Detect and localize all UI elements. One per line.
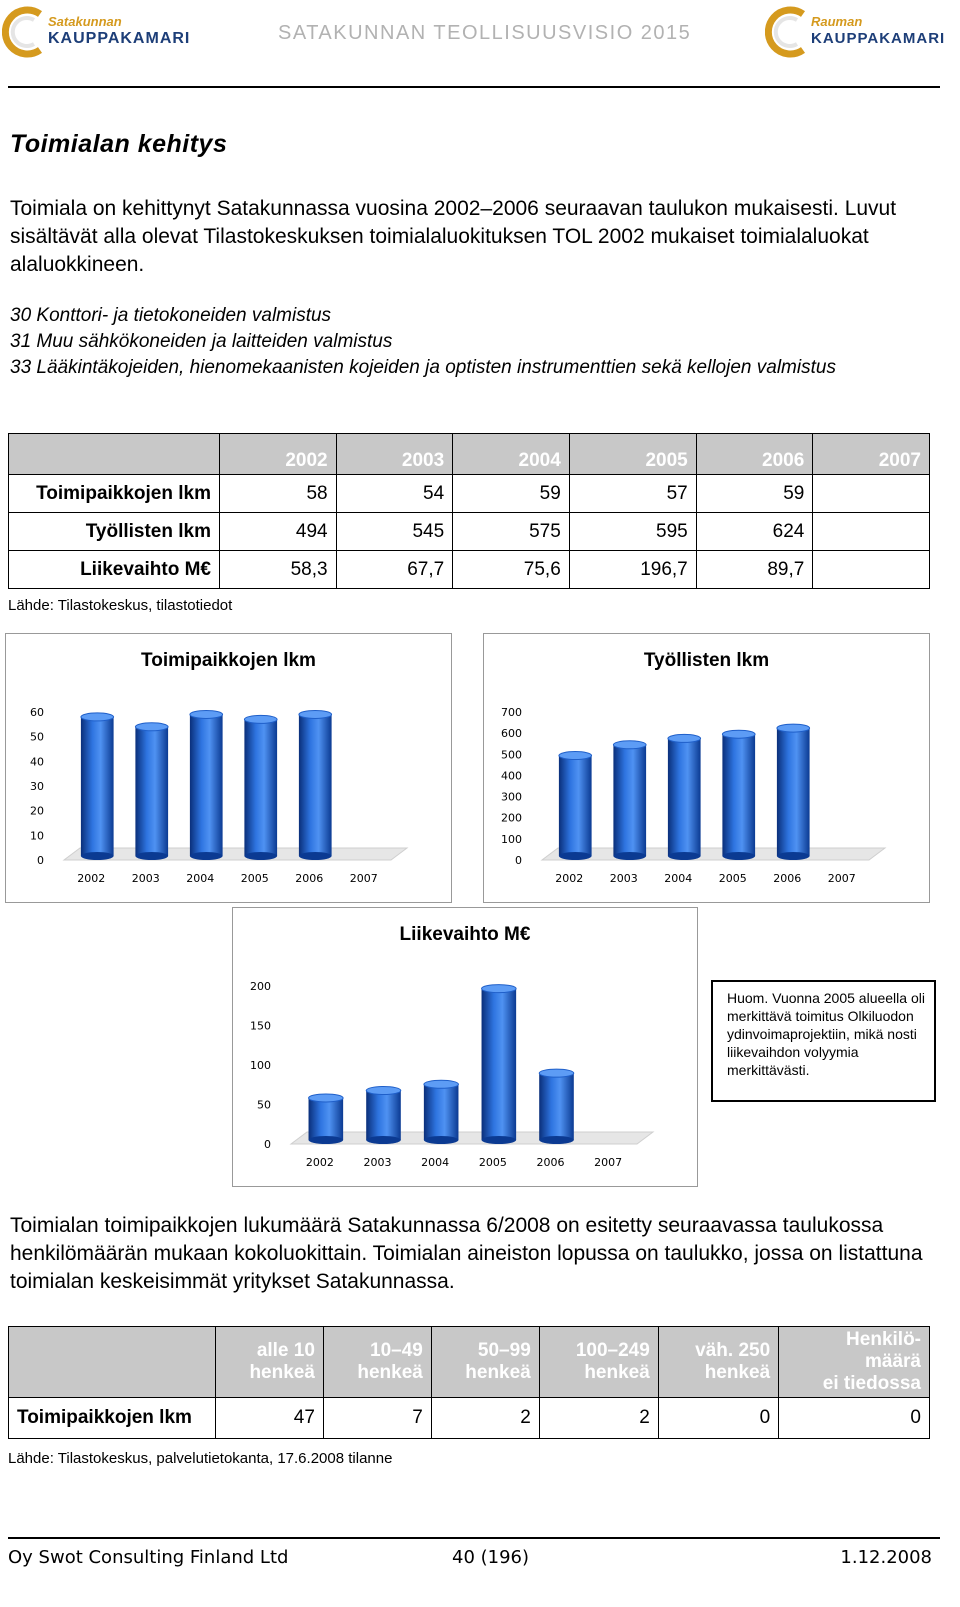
- chart-toimipaikat: [5, 633, 452, 903]
- table-cell: 7: [323, 1398, 431, 1439]
- header-line: määrä: [865, 1351, 921, 1372]
- header-line: ei tiedossa: [822, 1373, 921, 1394]
- bar: [244, 715, 277, 860]
- bar: [559, 752, 592, 860]
- industry-development-table: [8, 433, 930, 589]
- table-cell: 494: [220, 513, 337, 551]
- logo-line2: KAUPPAKAMARI: [48, 30, 191, 47]
- table1-source: Lähde: Tilastokeskus, tilastotiedot: [8, 597, 233, 614]
- bar-top: [722, 730, 755, 738]
- x-tick-label: 2007: [827, 872, 856, 885]
- table-cell: 59: [696, 475, 813, 513]
- x-tick-label: 2005: [478, 1156, 507, 1169]
- bar: [613, 741, 646, 860]
- bar-top: [668, 734, 701, 742]
- bar-body: [559, 756, 592, 856]
- row-label: Toimipaikkojen lkm: [9, 475, 220, 513]
- bar: [539, 1069, 574, 1144]
- bar-bottom: [244, 852, 277, 860]
- bar-bottom: [722, 852, 755, 860]
- x-tick-label: 2002: [77, 872, 106, 885]
- table-cell: 595: [569, 513, 696, 551]
- bar-body: [668, 738, 701, 856]
- bar-top: [244, 715, 277, 723]
- x-tick-label: 2004: [186, 872, 215, 885]
- x-tick-label: 2006: [536, 1156, 565, 1169]
- bar: [309, 1094, 344, 1144]
- header-line: henkeä: [584, 1362, 650, 1383]
- chart-svg: [6, 634, 451, 902]
- table-cell: 0: [779, 1398, 930, 1439]
- y-tick-label: 700: [501, 706, 522, 719]
- table-cell: 196,7: [569, 551, 696, 589]
- bar: [777, 724, 810, 860]
- size-header: [539, 1327, 658, 1398]
- y-tick-label: 20: [30, 804, 44, 818]
- header-line: Henkilö-: [846, 1329, 921, 1350]
- row-label: Liikevaihto M€: [9, 551, 220, 589]
- x-tick-label: 2003: [609, 872, 638, 885]
- y-tick-label: 150: [250, 1019, 271, 1033]
- table-cell: 58,3: [220, 551, 337, 589]
- table-cell: [813, 551, 930, 589]
- table-cell: 575: [453, 513, 570, 551]
- chart-title: Liikevaihto M€: [399, 924, 531, 945]
- header-line: 100–249: [575, 1340, 650, 1361]
- bar-top: [81, 713, 114, 721]
- table-cell: 624: [696, 513, 813, 551]
- year-header: 2005: [569, 434, 696, 475]
- header-line: henkeä: [704, 1362, 771, 1383]
- chart-tyolliset: [483, 633, 930, 903]
- table-cell: 0: [658, 1398, 778, 1439]
- table-cell: 2: [431, 1398, 539, 1439]
- x-tick-label: 2004: [664, 872, 693, 885]
- y-tick-label: 60: [30, 706, 44, 719]
- bar-bottom: [135, 852, 168, 860]
- logo-line1: Rauman: [811, 14, 863, 29]
- chart-svg: [233, 908, 697, 1186]
- table-cell: 75,6: [453, 551, 570, 589]
- y-tick-label: 200: [250, 980, 271, 993]
- bar-top: [366, 1087, 401, 1095]
- section-title: Toimialan kehitys: [10, 130, 228, 158]
- bar-bottom: [309, 1136, 344, 1144]
- header-line: 50–99: [477, 1340, 531, 1361]
- logo-line2: KAUPPAKAMARI: [811, 30, 946, 47]
- bar-top: [424, 1080, 459, 1088]
- bar-bottom: [613, 852, 646, 860]
- header-line: alle 10: [256, 1340, 315, 1361]
- x-tick-label: 2006: [773, 872, 802, 885]
- bar-top: [613, 741, 646, 749]
- table2-source: Lähde: Tilastokeskus, palvelutietokanta, 17.6.2008 tilanne: [8, 1450, 393, 1467]
- intro-paragraph: Toimiala on kehittynyt Satakunnassa vuosina 2002–2006 seuraavan taulukon mukaisesti. Luvut sisältävät alla olevat Tilastokeskuksen toimialaluokituksen TOL 2002 mukaiset toimialaluokat alaluokkineen.: [10, 197, 897, 276]
- header-line: henkeä: [249, 1362, 315, 1383]
- chart-floor: [291, 1132, 653, 1144]
- size-header: [431, 1327, 539, 1398]
- chart-floor: [64, 848, 407, 860]
- x-tick-label: 2002: [305, 1156, 334, 1169]
- industry-item: 31 Muu sähkökoneiden ja laitteiden valmistus: [10, 331, 393, 352]
- bar-body: [424, 1084, 459, 1140]
- table-cell: 54: [336, 475, 453, 513]
- table-cell: [813, 475, 930, 513]
- bar-top: [309, 1094, 344, 1102]
- y-tick-label: 200: [501, 811, 522, 825]
- x-tick-label: 2005: [718, 872, 747, 885]
- bar-top: [299, 710, 332, 718]
- bar-top: [190, 710, 223, 718]
- logo-line1: Satakunnan: [48, 14, 122, 29]
- footer-page: 40 (196): [452, 1547, 530, 1568]
- bar: [366, 1087, 401, 1144]
- y-tick-label: 30: [30, 780, 44, 793]
- y-tick-label: 0: [37, 854, 44, 867]
- bar-bottom: [559, 852, 592, 860]
- bar-bottom: [366, 1136, 401, 1144]
- size-header: [216, 1327, 324, 1398]
- x-tick-label: 2005: [240, 872, 269, 885]
- y-tick-label: 500: [501, 748, 522, 762]
- table-cell: 59: [453, 475, 570, 513]
- bar-body: [299, 714, 332, 856]
- satakunta-chamber-logo: [2, 4, 202, 60]
- bar: [135, 723, 168, 860]
- bar-body: [135, 727, 168, 856]
- size-class-paragraph: Toimialan toimipaikkojen lukumäärä Satakunnassa 6/2008 on esitetty seuraavassa taulukossa henkilömäärän mukaan kokoluokittain. Toimialan aineiston lopussa on taulukko, jossa on listattuna toimialan keskeisimmät yritykset Satakunnassa.: [10, 1214, 923, 1293]
- table-cell: 545: [336, 513, 453, 551]
- chart-svg: [484, 634, 929, 902]
- size-header: [658, 1327, 778, 1398]
- y-tick-label: 10: [30, 829, 44, 843]
- industry-item: 30 Konttori- ja tietokoneiden valmistus: [10, 305, 332, 326]
- table-cell: 47: [216, 1398, 324, 1439]
- header-line: henkeä: [465, 1362, 531, 1383]
- bar: [81, 713, 114, 860]
- bar-bottom: [81, 852, 114, 860]
- x-tick-label: 2006: [295, 872, 324, 885]
- document-title: SATAKUNNAN TEOLLISUUSVISIO 2015: [278, 22, 692, 44]
- header-line: 10–49: [370, 1340, 423, 1361]
- header-line: henkeä: [357, 1362, 423, 1383]
- bar: [722, 730, 755, 860]
- industry-list: [10, 303, 930, 381]
- x-tick-label: 2007: [349, 872, 378, 885]
- bar-bottom: [424, 1136, 459, 1144]
- bar-bottom: [482, 1136, 517, 1144]
- bar-bottom: [539, 1136, 574, 1144]
- table-header-row: [9, 434, 930, 475]
- chamber-logo-mark-icon: [2, 4, 48, 60]
- x-tick-label: 2004: [421, 1156, 450, 1169]
- bar-body: [613, 745, 646, 856]
- x-tick-label: 2003: [363, 1156, 392, 1169]
- bar-top: [559, 752, 592, 760]
- bar-body: [777, 728, 810, 856]
- year-header: 2007: [813, 434, 930, 475]
- bar-bottom: [777, 852, 810, 860]
- chart-title: Toimipaikkojen lkm: [141, 650, 316, 671]
- bar-body: [309, 1098, 344, 1140]
- size-header: [779, 1327, 930, 1398]
- bar-bottom: [299, 852, 332, 860]
- year-header: 2003: [336, 434, 453, 475]
- chart-floor: [542, 848, 885, 860]
- table-cell: 58: [220, 475, 337, 513]
- bar-body: [190, 714, 223, 856]
- y-tick-label: 400: [501, 769, 522, 783]
- bar-body: [366, 1091, 401, 1140]
- year-header: 2006: [696, 434, 813, 475]
- bar: [482, 985, 517, 1144]
- row-label: Työllisten lkm: [9, 513, 220, 551]
- table-cell: 89,7: [696, 551, 813, 589]
- y-tick-label: 50: [30, 730, 44, 744]
- x-tick-label: 2002: [555, 872, 584, 885]
- y-tick-label: 50: [257, 1098, 271, 1112]
- bar: [190, 710, 223, 860]
- bar-top: [539, 1069, 574, 1077]
- industry-item: 33 Lääkintäkojeiden, hienomekaanisten kojeiden ja optisten instrumenttien sekä kellojen valmistus: [10, 357, 836, 378]
- y-tick-label: 100: [501, 832, 522, 846]
- table-row: [9, 475, 930, 513]
- footer-date: 1.12.2008: [840, 1547, 932, 1568]
- bar-bottom: [668, 852, 701, 860]
- note-box: Huom. Vuonna 2005 alueella oli merkittävä toimitus Olkiluodon ydinvoimaprojektiin, mikä nosti liikevaihdon volyymia merkittävästi.: [711, 980, 936, 1102]
- bar: [668, 734, 701, 860]
- bar-body: [81, 717, 114, 856]
- y-tick-label: 300: [501, 790, 522, 804]
- bar-top: [777, 724, 810, 732]
- table-cell: 67,7: [336, 551, 453, 589]
- table-row: [9, 1398, 930, 1439]
- bar: [424, 1080, 459, 1144]
- header-divider: [8, 86, 940, 88]
- bar-body: [244, 719, 277, 856]
- bar-body: [539, 1073, 574, 1140]
- y-tick-label: 0: [264, 1138, 271, 1151]
- rauma-chamber-logo: [765, 4, 945, 60]
- table-header-row: [9, 1327, 930, 1398]
- year-header: 2002: [220, 434, 337, 475]
- table-cell: 2: [539, 1398, 658, 1439]
- table-cell: [813, 513, 930, 551]
- bar-top: [482, 985, 517, 993]
- table-cell: 57: [569, 475, 696, 513]
- bar-top: [135, 723, 168, 731]
- table-row: [9, 513, 930, 551]
- bar: [299, 710, 332, 860]
- bar-bottom: [190, 852, 223, 860]
- bar-body: [722, 734, 755, 856]
- footer-company: Oy Swot Consulting Finland Ltd: [8, 1547, 289, 1568]
- x-tick-label: 2007: [594, 1156, 623, 1169]
- chart-liikevaihto: [232, 907, 698, 1187]
- table-row: [9, 551, 930, 589]
- y-tick-label: 100: [250, 1059, 271, 1072]
- year-header: 2004: [453, 434, 570, 475]
- size-class-table: [8, 1326, 930, 1439]
- size-header: [323, 1327, 431, 1398]
- footer-divider: [8, 1537, 940, 1539]
- chamber-logo-mark-icon: [765, 4, 811, 60]
- x-tick-label: 2003: [131, 872, 160, 885]
- y-tick-label: 0: [515, 854, 522, 867]
- chart-title: Työllisten lkm: [643, 650, 770, 671]
- y-tick-label: 600: [501, 727, 522, 741]
- y-tick-label: 40: [30, 755, 44, 769]
- row-label: Toimipaikkojen lkm: [9, 1398, 216, 1439]
- bar-body: [482, 989, 517, 1140]
- header-line: väh. 250: [695, 1340, 771, 1361]
